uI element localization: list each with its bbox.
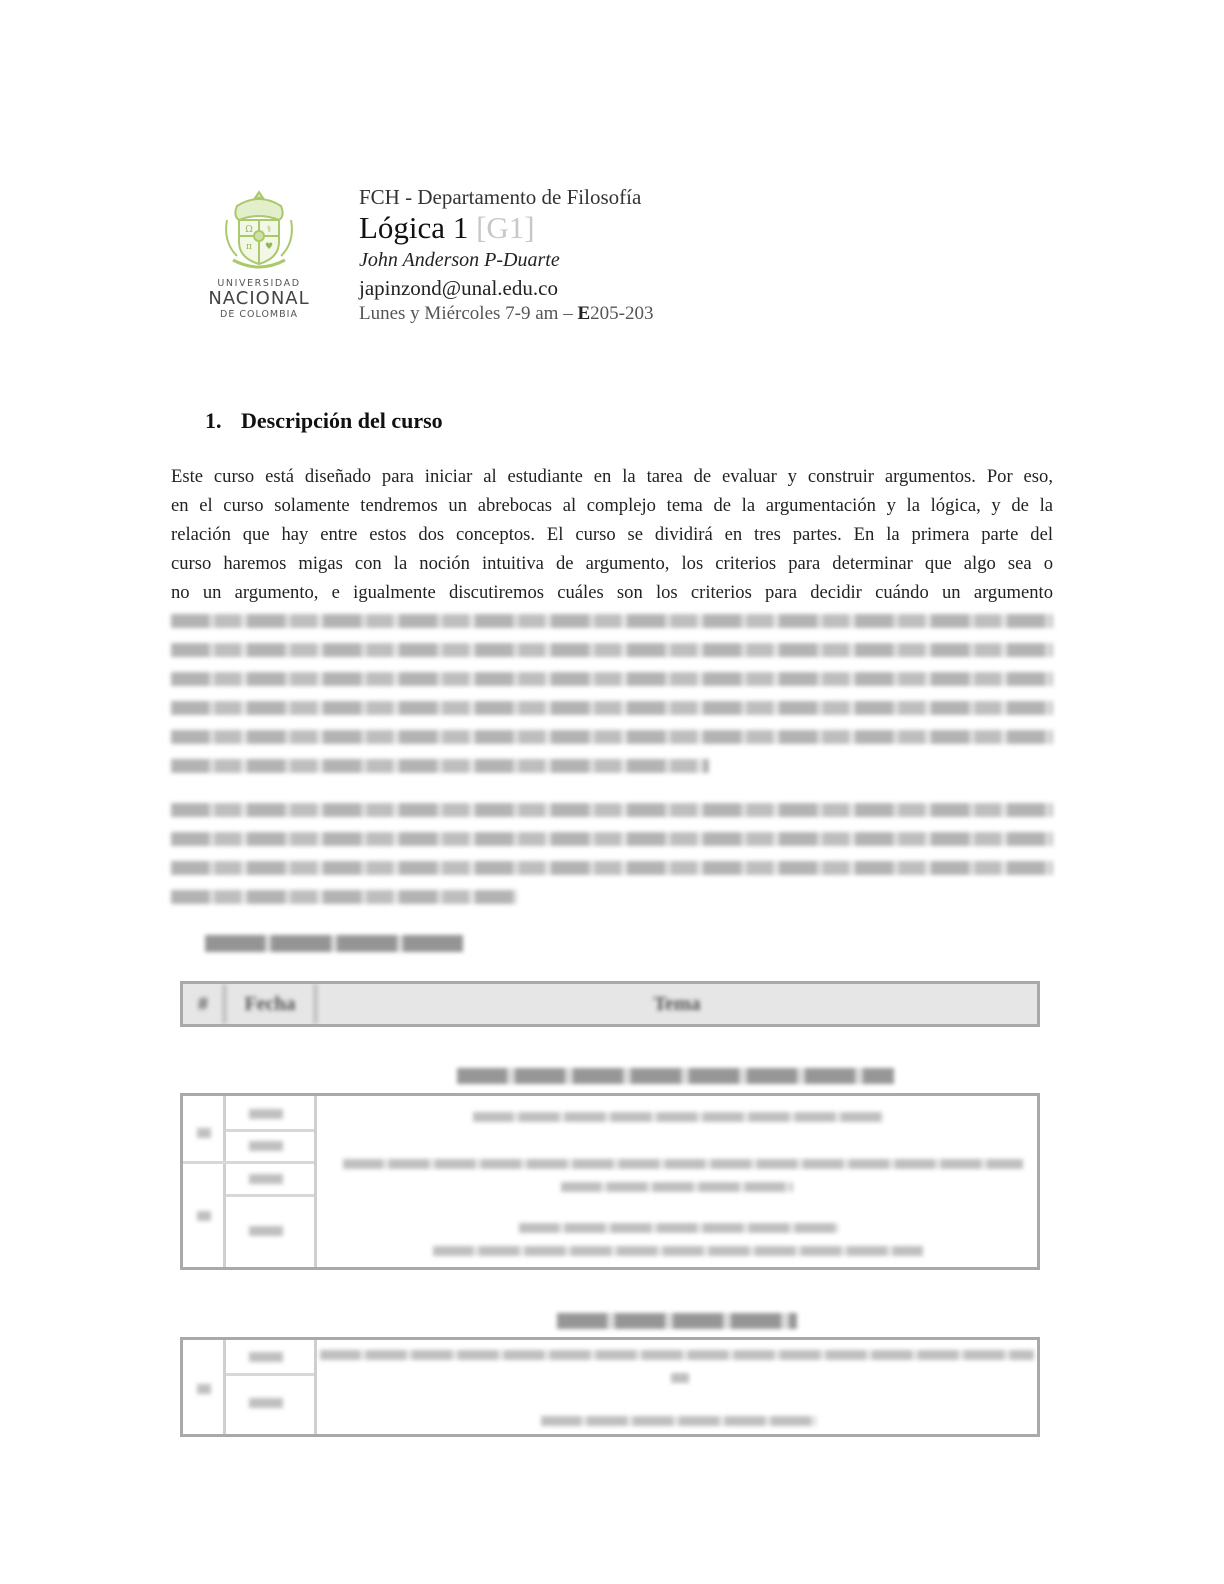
course-title [359,210,653,246]
schedule-room: 205-203 [590,303,654,324]
professor-email[interactable]: japinzond@unal.edu.co [359,276,558,300]
svg-text:♥: ♥ [264,242,274,252]
logo-line-colombia: DE COLOMBIA [220,309,298,320]
paragraph-line: curso haremos migas con la noción intuitiva de argumento, los criterios para determinar que algo sea o [171,553,1053,574]
table-cell [249,1352,283,1362]
schedule-table-group-2 [180,1337,1040,1437]
course-name: Lógica 1 [359,210,469,245]
table-cell [197,1128,211,1138]
column-divider [223,1340,226,1434]
table-cell [519,1223,839,1233]
course-group: [G1] [476,210,535,245]
table-cell [473,1112,883,1122]
column-divider [314,1096,317,1267]
column-divider [314,1340,317,1434]
course-header [359,184,653,326]
table-cell [249,1109,283,1119]
blurred-line [171,672,1053,686]
department-name: FCH - Departamento de Filosofía [359,185,642,209]
section-number: 1. [205,408,222,433]
blurred-line [171,832,1053,846]
table-group-caption [457,1068,894,1084]
table-cell [249,1226,283,1236]
column-header-number: # [183,984,226,1024]
blurred-line [171,861,1053,875]
table-cell [249,1141,283,1151]
section-heading-description [205,408,443,434]
svg-text:Ω: Ω [245,225,253,235]
svg-text:π: π [246,242,252,252]
schedule-table-header [180,981,1040,1027]
logo-line-universidad: UNIVERSIDAD [217,278,301,289]
university-coat-of-arms-icon [219,186,299,274]
table-cell [197,1384,211,1394]
table-cell [197,1211,211,1221]
column-header-date: Fecha [226,984,317,1024]
logo-line-nacional: NACIONAL [208,288,310,309]
row-divider [226,1373,314,1376]
table-cell [541,1416,817,1426]
schedule-table-group-1 [180,1093,1040,1270]
course-description-paragraph [171,462,1053,607]
blurred-line [171,803,1053,817]
table-group-caption [557,1313,797,1329]
blurred-line [171,890,517,904]
table-cell [249,1174,283,1184]
blurred-line [171,730,1053,744]
section-title: Descripción del curso [241,408,443,433]
paragraph-line: relación que hay entre estos dos conceptos. El curso se dividirá en tres partes. En la primera parte del [171,524,1053,545]
schedule-days-time: Lunes y Miércoles 7-9 am – [359,303,578,324]
table-cell [343,1159,1023,1169]
table-cell [671,1373,689,1383]
blurred-section-heading [205,935,463,952]
table-cell [561,1182,793,1192]
blurred-line [171,759,709,773]
schedule-building: E [577,303,591,324]
professor-name: John Anderson P-Duarte [359,249,560,271]
paragraph-line: en el curso solamente tendremos un abrebocas al complejo tema de la argumentación y la lógica, y de la [171,495,1053,516]
row-divider [183,1161,314,1164]
column-header-topic: Tema [653,992,701,1015]
course-schedule [359,302,653,326]
table-cell [249,1398,283,1408]
column-divider [223,1096,226,1267]
paragraph-line: Este curso está diseñado para iniciar al estudiante en la tarea de evaluar y construir argumentos. Por eso, [171,466,1053,487]
university-logo [200,186,318,320]
table-cell [320,1350,1034,1360]
row-divider [226,1194,314,1197]
blurred-line [171,643,1053,657]
blurred-line [171,614,1053,628]
row-divider [226,1129,314,1132]
svg-text:⚕: ⚕ [266,225,272,235]
paragraph-line: no un argumento, e igualmente discutiremos cuáles son los criterios para decidir cuándo un argumento [171,582,1053,603]
table-cell [433,1246,923,1256]
blurred-line [171,701,1053,715]
